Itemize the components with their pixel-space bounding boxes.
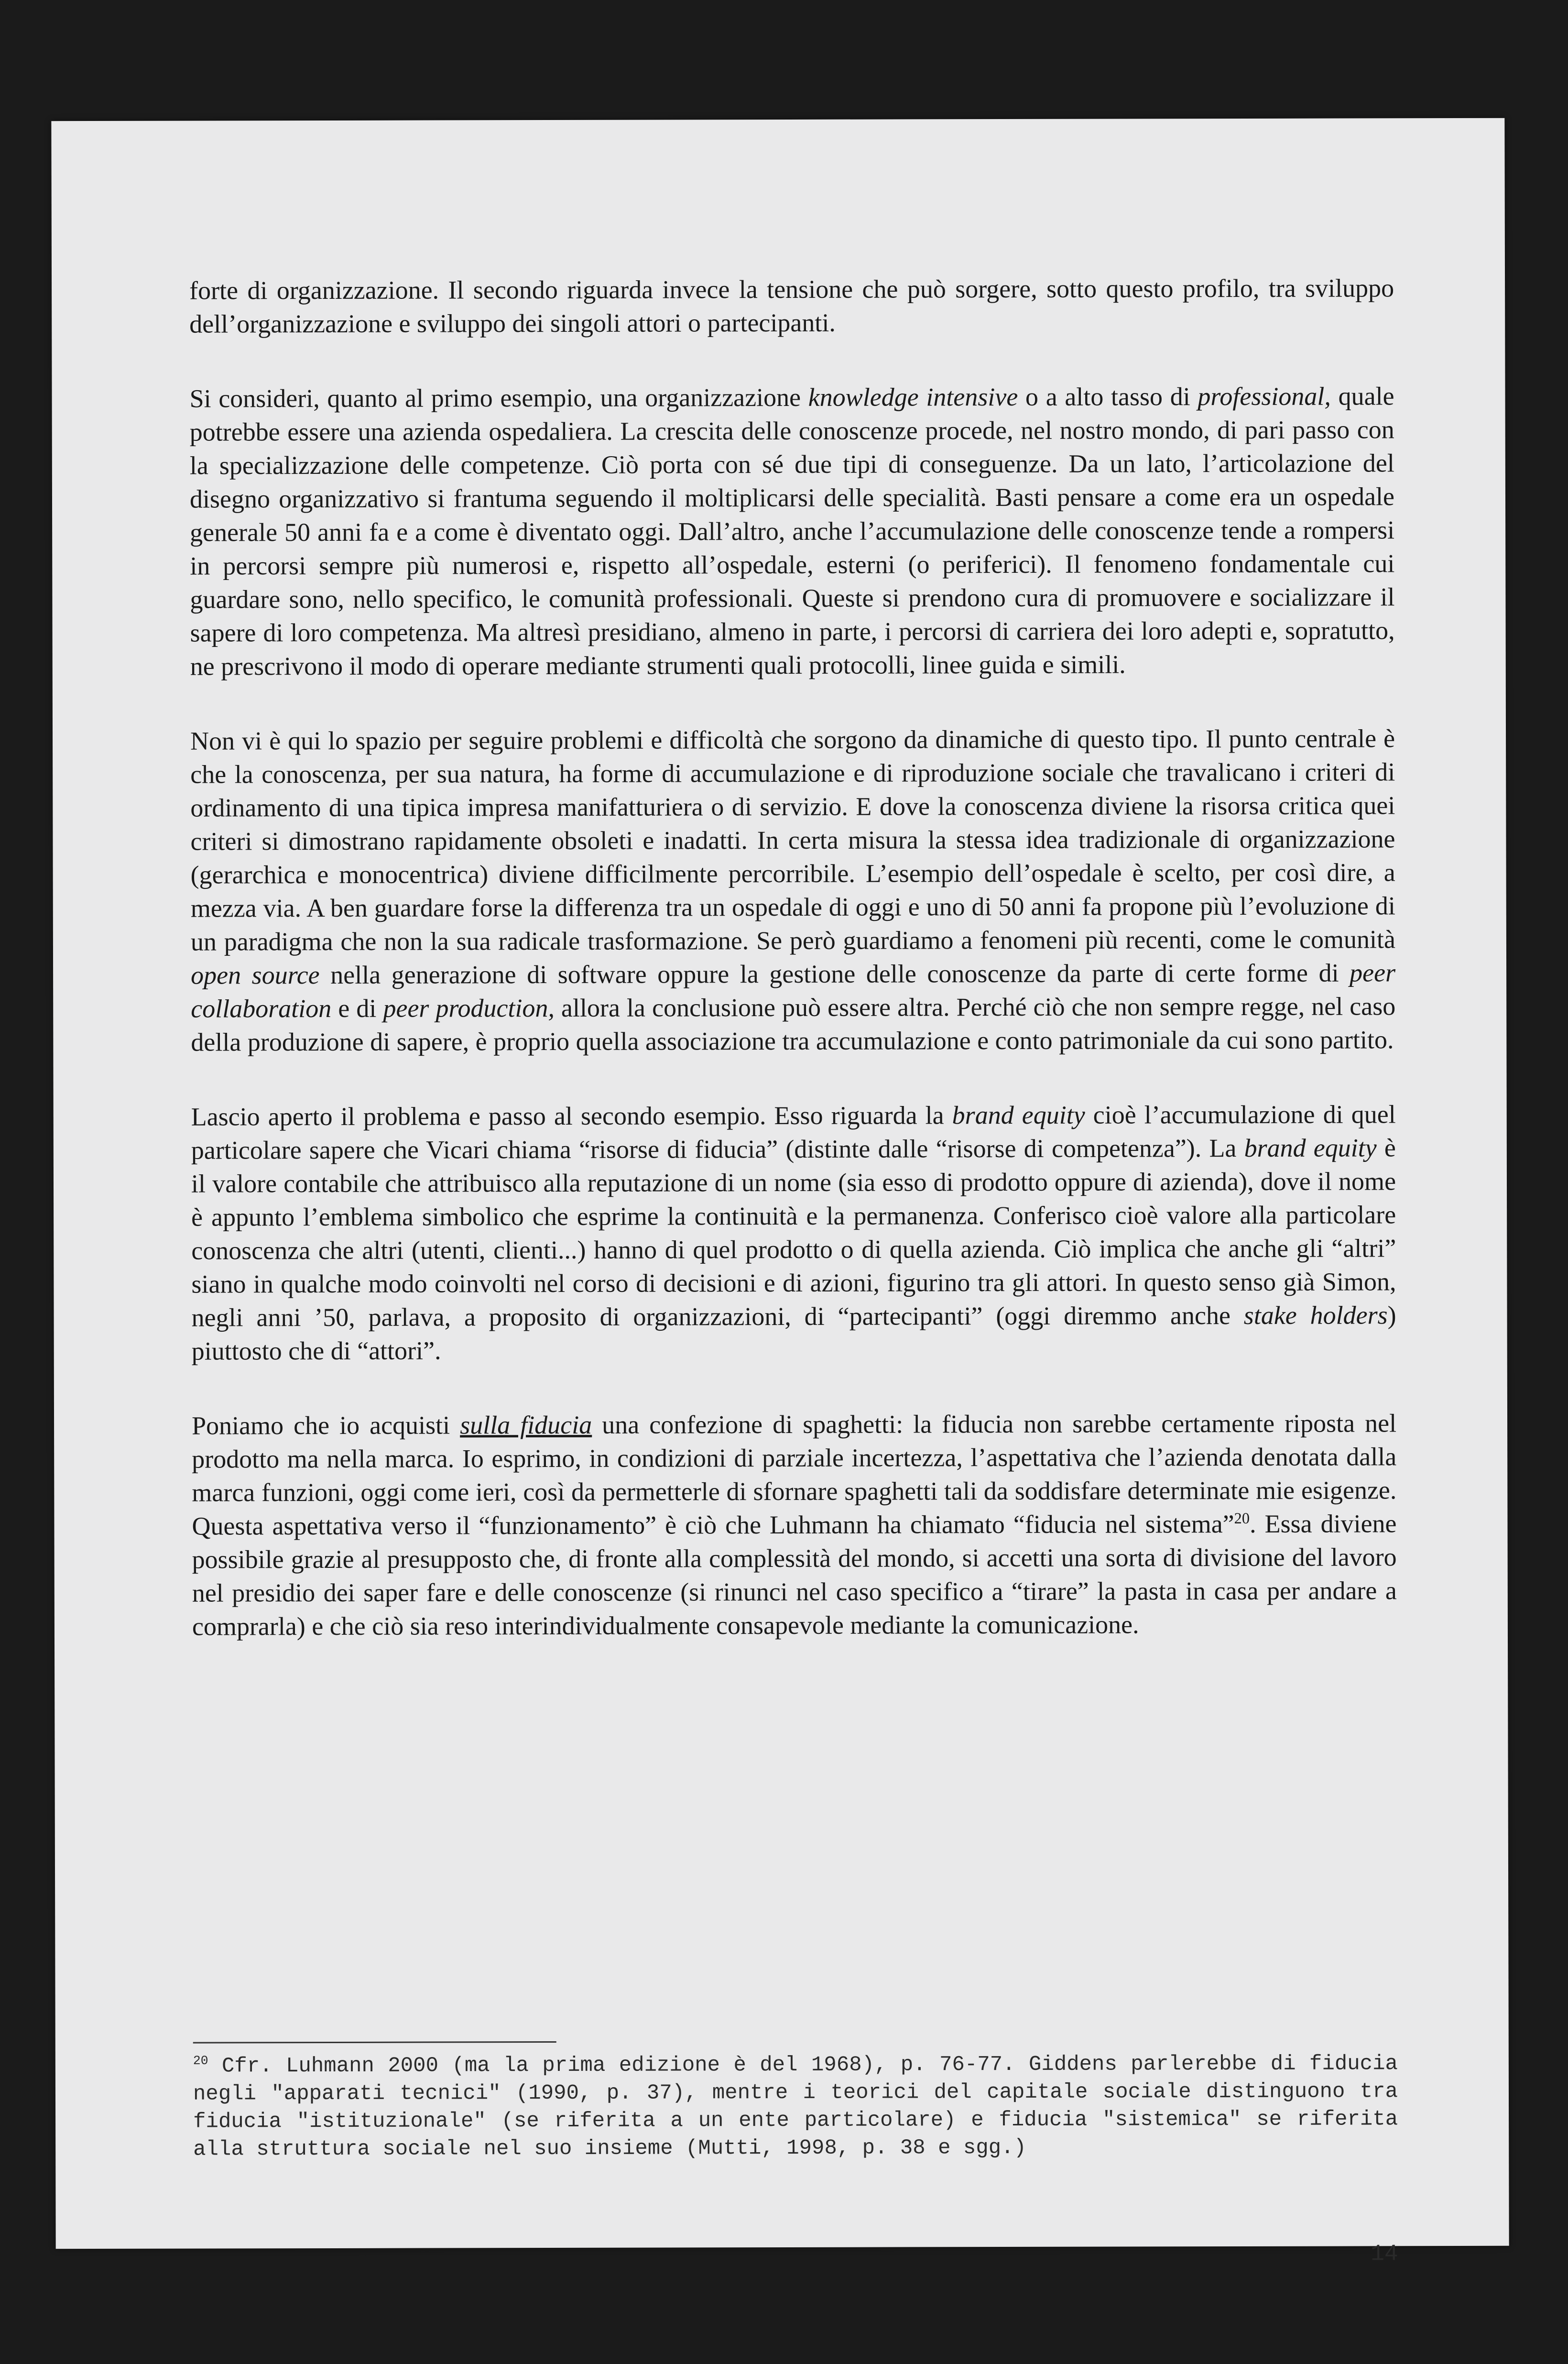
footnote-reference: 20 [1234,1510,1250,1528]
text-run: allora la conclusione può essere altra. Perché ciò che non sempre regge, nel caso della produzione di sapere, è proprio quella associazione tra accumulazione e conto patrimoniale da cui sono partito. [191,992,1396,1057]
text-run: . Essa diviene possibile grazie al presupposto che, di fronte alla complessità del mondo, si accetti una sorta di divisione del lavoro nel presidio dei saper fare e delle conoscenze (si rinunci nel caso specifico a “tirare” la pasta in casa per andare a comprarla) e che ciò sia reso interindividualmente consapevole mediante la comunicazione. [192,1509,1397,1641]
text-run: quale potrebbe essere una azienda ospedaliera. La crescita delle conoscenze procede, nel nostro mondo, di pari passo con la specializzazione delle competenze. Ciò porta con sé due tipi di conseguenze. Da un lato, l’articolazione del disegno organizzativo si frantuma seguendo il moltiplicarsi delle specialità. Basti pensare a come era un ospedale generale 50 anni fa e a come è diventato oggi. Dall’altro, anche l’accumulazione delle conoscenze tende a rompersi in percorsi sempre più numerosi e, rispetto all’ospedale, esterni (o periferici). Il fenomeno fondamentale cui guardare sono, nello specifico, le comunità professionali. Queste si prendono cura di promuovere e socializzare il sapere di loro competenza. Ma altresì presidiano, almeno in parte, i percorsi di carriera dei loro adepti e, sopratutto, ne prescrivono il modo di operare mediante strumenti quali protocolli, linee guida e simili. [189,382,1395,681]
text-run: Lascio aperto il problema e passo al secondo esempio. Esso riguarda la [191,1101,952,1131]
text-run: una confezione di spaghetti: la fiducia non sarebbe certamente riposta nel prodotto ma nella marca. Io esprimo, in condizioni di parziale incertezza, l’aspettativa che l’azienda denotata dalla marca funzioni, oggi come ieri, così da permetterle di sfornare spaghetti tali da soddisfare determinate mie esigenze. Questa aspettativa verso il “funzionamento” è ciò che Luhmann ha chiamato “fiducia nel sistema” [192,1409,1397,1541]
text-run: ) piuttosto che di “attori”. [191,1301,1396,1366]
body-text [189,271,1397,1684]
text-run: Poniamo che io acquisti [191,1411,460,1440]
paragraph [189,379,1394,683]
text-run: è il valore contabile che attribuisco alla reputazione di un nome (sia esso di prodotto oppure di azienda), dove il nome è appunto l’emblema simbolico che esprime la continuità e la permanenza. Conferisco cioè valore alla particolare conoscenza che altri (utenti, clienti...) hanno di quel prodotto o di quella azienda. Ciò implica che anche gli “altri” siano in qualche modo coinvolti nel corso di decisioni e di azioni, figurino tra gli attori. In questo senso già Simon, negli anni ’50, parlava, a proposito di organizzazioni, di “partecipanti” (oggi diremmo anche [191,1133,1396,1332]
text-run: Non vi è qui lo spazio per seguire problemi e difficoltà che sorgono da dinamiche di questo tipo. Il punto centrale è che la conoscenza, per sua natura, ha forme di accumulazione e di riproduzione sociale che travalicano i criteri di ordinamento di una tipica impresa manifatturiera o di servizio. E dove la conoscenza diviene la risorsa critica quei criteri si dimostrano rapidamente obsoleti e inadatti. In certa misura la stessa idea tradizionale di organizzazione (gerarchica e monocentrica) diviene difficilmente percorribile. L’esempio dell’ospedale è scelto, per così dire, a mezza via. A ben guardare forse la differenza tra un ospedale di oggi e uno di 50 anni fa propone più l’evoluzione di un paradigma che non la sua radicale trasformazione. Se però guardiamo a fenomeni più recenti, come le comunità [190,724,1395,956]
paper-sheet [51,118,1509,2267]
italic-term: brand equity [1244,1133,1377,1162]
text-run: e di [331,994,383,1023]
italic-term: brand equity [952,1100,1085,1130]
footnote-separator [193,2041,556,2044]
footnote-text: Cfr. Luhmann 2000 (ma la prima edizione è del 1968), p. 76-77. Giddens parlerebbe di fiducia negli "apparati tecnici" (1990, p. 37), mentre i teorici del capitale sociale distinguono tra fiducia "istituzionale" (se riferita a un ente particolare) e fiducia "sistemica" se riferita alla struttura sociale nel suo insieme (Mutti, 1998, p. 38 e sgg.) [193,2052,1398,2162]
italic-term: open source [191,961,320,990]
paragraph [190,722,1395,1059]
text-run: cioè l’accumulazione di quel particolare sapere che Vicari chiama “risorse di fiducia” (distinte dalle “risorse di competenza”). La [191,1100,1396,1165]
italic-term: stake holders [1243,1301,1388,1330]
text-run: forte di organizzazione. Il secondo riguarda invece la tensione che può sorgere, sotto questo profilo, tra sviluppo dell’organizzazione e sviluppo dei singoli attori o partecipanti. [189,274,1394,339]
text-run: o a alto tasso di [1018,382,1198,411]
footnote-number: 20 [193,2053,208,2068]
italic-term: professional, [1198,382,1331,411]
footnote [193,2050,1398,2163]
italic-term: peer production, [383,993,555,1023]
paragraph [192,1406,1397,1643]
italic-term: knowledge intensive [808,382,1018,412]
paragraph [191,1097,1396,1368]
paragraph [189,271,1394,340]
page-number: 14 [1371,2241,1398,2267]
italic-term: sulla fiducia [460,1410,592,1440]
text-run: Si consideri, quanto al primo esempio, una organizzazione [189,383,808,413]
italic-term: peer collaboration [191,958,1396,1023]
text-run: nella generazione di software oppure la gestione delle conoscenze da parte di certe forme di [319,958,1350,990]
